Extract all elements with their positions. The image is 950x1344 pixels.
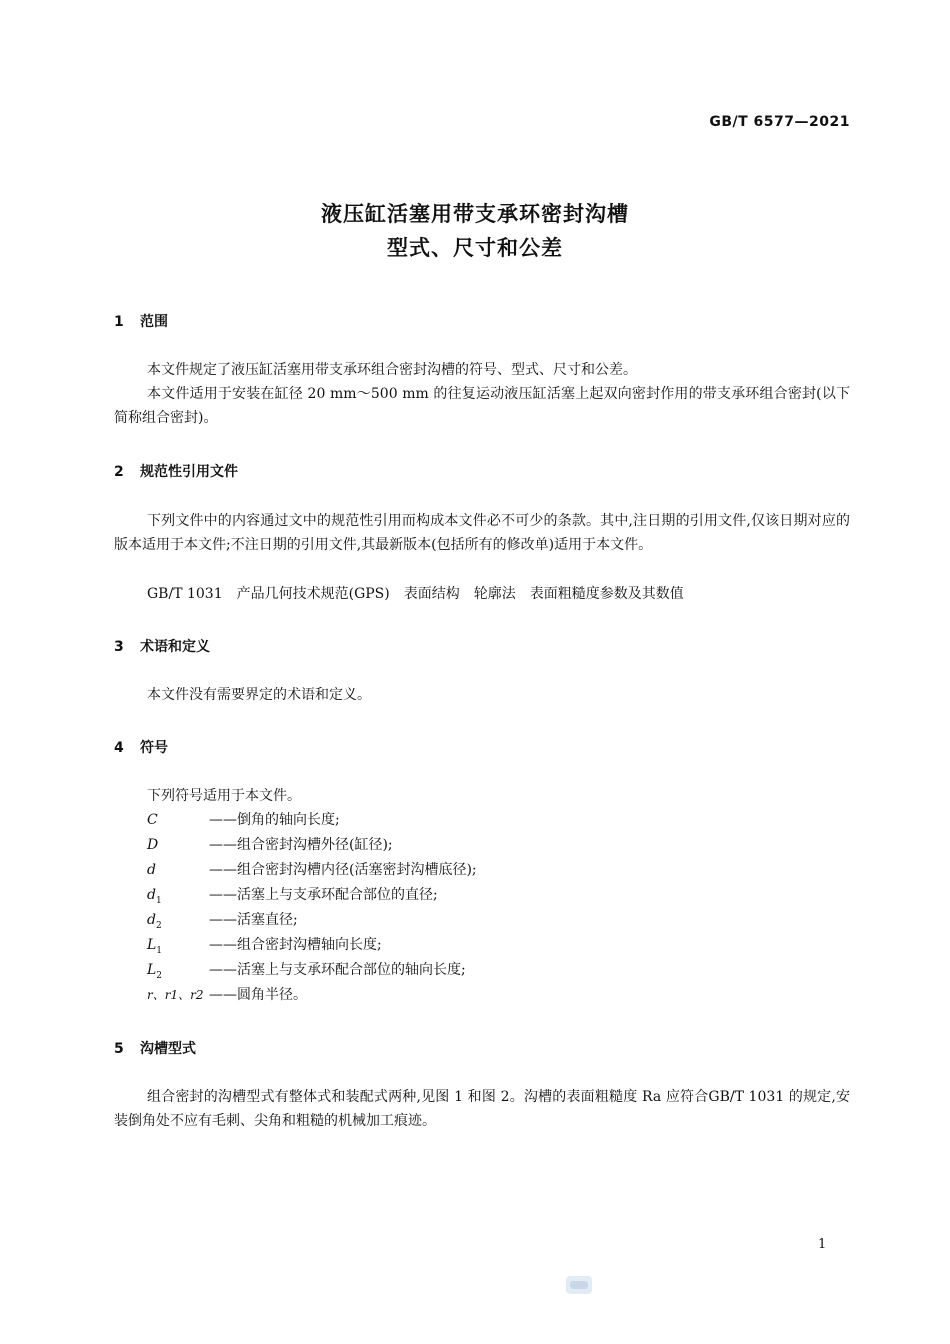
section-heading-normative (114, 461, 238, 481)
symbol: C (147, 812, 158, 828)
document-subtitle: 型式、尺寸和公差 (387, 236, 563, 260)
normative-reference (147, 582, 698, 606)
section-number: 4 (114, 740, 124, 756)
section-heading-symbols (114, 737, 168, 757)
scope-paragraph-2: 本文件适用于安装在缸径 20 mm～500 mm 的往复运动液压缸活塞上起双向密封作用的带支承环组合密封(以下简称组合密封)。 (114, 386, 850, 426)
symbol-description: ——组合密封沟槽外径(缸径); (209, 837, 393, 853)
symbol-description: ——活塞上与支承环配合部位的直径; (209, 887, 438, 903)
section-heading-scope (114, 311, 168, 331)
reference-title-part: 轮廓法 (473, 586, 516, 602)
symbol-description: ——圆角半径。 (209, 987, 307, 1003)
section-title: 术语和定义 (140, 639, 210, 655)
symbol-description: ——倒角的轴向长度; (209, 812, 340, 828)
page-number: 1 (818, 1237, 827, 1252)
groove-paragraph: 组合密封的沟槽型式有整体式和装配式两种,见图 1 和图 2。沟槽的表面粗糙度 Ra 应符合GB/T 1031 的规定,安装倒角处不应有毛刺、尖角和粗糙的机械加工痕迹。 (114, 1089, 850, 1129)
section-number: 3 (114, 639, 124, 655)
section-number: 2 (114, 464, 124, 480)
section-title: 范围 (140, 314, 168, 330)
section-heading-terms (114, 636, 210, 656)
normative-paragraph: 下列文件中的内容通过文中的规范性引用而构成本文件必不可少的条款。其中,注日期的引用文件,仅该日期对应的版本适用于本文件;不注日期的引用文件,其最新版本(包括所有的修改单)适用于本文件。 (114, 513, 850, 553)
symbol: r、r1、r2 (147, 988, 204, 1002)
symbol: $L_2$ (147, 962, 163, 981)
symbol-description: ——活塞上与支承环配合部位的轴向长度; (209, 962, 466, 978)
symbol-description: ——活塞直径; (209, 912, 298, 928)
symbol: d (147, 862, 156, 878)
section-number: 5 (114, 1041, 124, 1057)
symbol: $L_1$ (147, 937, 163, 956)
section-heading-groove-type (114, 1038, 196, 1058)
symbol: $d_2$ (147, 912, 162, 931)
document-title: 液压缸活塞用带支承环密封沟槽 (321, 202, 629, 226)
terms-paragraph: 本文件没有需要界定的术语和定义。 (147, 687, 371, 703)
section-number: 1 (114, 314, 124, 330)
reference-title-part: 表面结构 (403, 586, 460, 602)
symbol-description: ——组合密封沟槽内径(活塞密封沟槽底径); (209, 862, 477, 878)
section-title: 规范性引用文件 (140, 464, 238, 480)
reference-code: GB/T 1031 (147, 586, 223, 602)
symbol: $d_1$ (147, 887, 162, 906)
symbols-intro: 下列符号适用于本文件。 (147, 788, 301, 804)
scope-paragraph-1: 本文件规定了液压缸活塞用带支承环组合密封沟槽的符号、型式、尺寸和公差。 (147, 362, 637, 378)
reference-title-part: 产品几何技术规范(GPS) (236, 586, 390, 602)
publisher-logo-icon (566, 1276, 592, 1294)
standard-code: GB/T 6577—2021 (709, 114, 850, 130)
symbol-description: ——组合密封沟槽轴向长度; (209, 937, 382, 953)
section-title: 沟槽型式 (140, 1041, 196, 1057)
section-title: 符号 (140, 740, 168, 756)
symbol: D (147, 837, 159, 853)
reference-title-part: 表面粗糙度参数及其数值 (529, 586, 684, 602)
